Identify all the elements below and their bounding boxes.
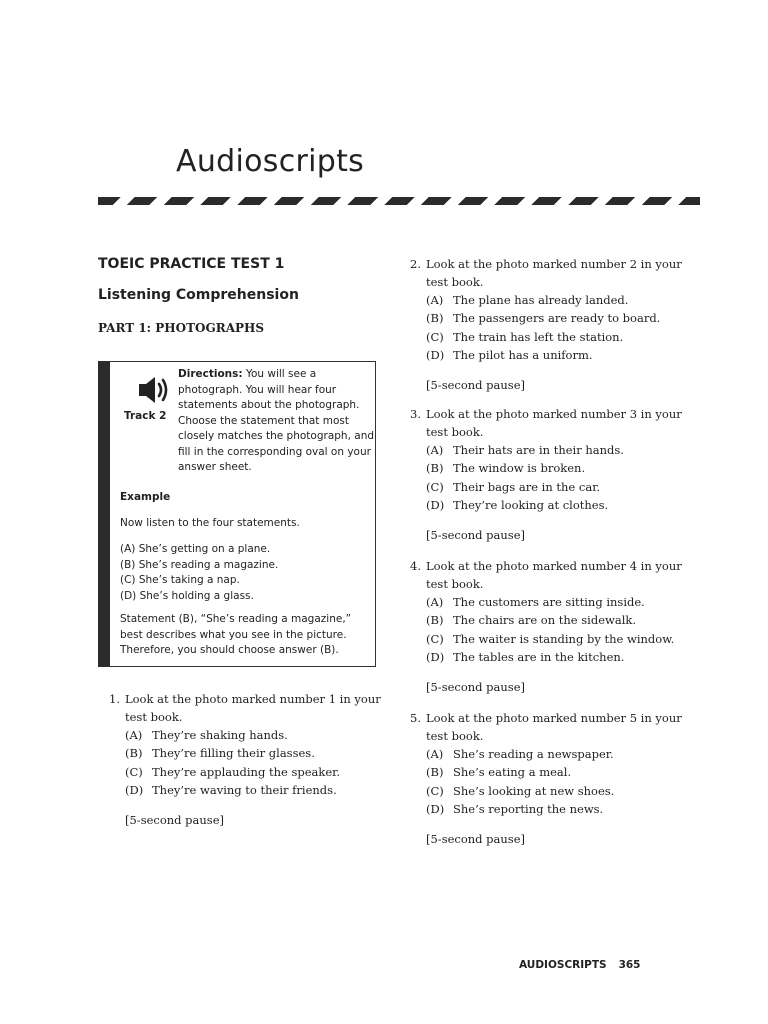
question-4 [410,557,700,696]
question-prompt: Look at the photo marked number 5 in your [426,711,682,725]
option-text: She’s eating a meal. [453,765,572,780]
option-letter: (C) [426,479,444,494]
example-option: (A) She’s getting on a plane. [120,543,271,555]
page-title: Audioscripts [176,144,365,179]
option-letter: (A) [125,728,143,742]
question-number: 5. [410,711,421,725]
section-heading: TOEIC PRACTICE TEST 1 [98,256,285,272]
example-options [120,542,278,604]
option-text: The tables are in the kitchen. [453,649,625,664]
answer-option [109,781,384,799]
option-text: The pilot has a uniform. [453,347,593,362]
subheading: Listening Comprehension [98,287,299,303]
answer-option [410,291,700,309]
example-option: (C) She’s taking a nap. [120,574,240,586]
option-letter: (B) [426,311,444,326]
question-prompt: test book. [125,710,183,724]
option-letter: (D) [426,649,445,664]
speaker-icon [136,372,172,408]
directions-body: You will see a photograph. You will hear four statements about the photograph. Choose the statement that most closely matches the photograph, and fill in the corresponding oval on your answer sheet. [178,368,375,473]
question-1 [109,690,384,829]
option-letter: (A) [426,443,444,457]
option-text: They’re shaking hands. [152,728,288,742]
option-letter: (B) [426,613,444,628]
option-letter: (C) [125,764,143,779]
track-label: Track 2 [124,410,167,422]
option-letter: (A) [426,747,444,761]
answer-option [410,745,700,763]
answer-option [109,744,384,762]
pause-note: [5-second pause] [426,680,526,695]
pause-note: [5-second pause] [426,378,526,393]
option-letter: (A) [426,595,444,609]
directions-box [98,361,376,667]
question-prompt: test book. [426,275,484,289]
option-letter: (C) [426,783,444,798]
answer-option [410,346,700,364]
option-letter: (B) [125,746,143,761]
part-heading: PART 1: PHOTOGRAPHS [98,321,265,335]
option-text: The waiter is standing by the window. [453,631,675,646]
answer-option [410,763,700,781]
question-2 [410,255,700,394]
option-letter: (B) [426,765,444,780]
question-prompt: Look at the photo marked number 2 in your [426,257,682,271]
question-prompt: Look at the photo marked number 3 in your [426,407,682,421]
option-text: The customers are sitting inside. [453,595,645,609]
option-text: She’s reading a newspaper. [453,747,614,761]
answer-option [410,648,700,666]
example-intro: Now listen to the four statements. [120,517,300,529]
question-prompt: Look at the photo marked number 4 in your [426,559,682,573]
answer-option [410,630,700,648]
answer-option [410,496,700,514]
option-letter: (A) [426,293,444,307]
question-5 [410,709,700,848]
page-number: 365 [618,959,641,971]
example-heading: Example [120,491,171,503]
option-letter: (D) [125,782,144,797]
option-text: The train has left the station. [453,329,624,344]
answer-option [410,800,700,818]
option-text: The chairs are on the sidewalk. [453,613,637,628]
answer-option [410,593,700,611]
example-statement: Statement (B), “She’s reading a magazine,” best describes what you see in the picture. Therefore, you should choose answer (B). [120,613,352,656]
answer-option [410,459,700,477]
footer-section-label: AUDIOSCRIPTS [519,959,607,971]
pause-note: [5-second pause] [426,528,526,543]
example-option: (B) She’s reading a magazine. [120,558,279,571]
question-prompt: test book. [426,425,484,439]
directions-text [178,367,374,476]
question-prompt: test book. [426,729,484,743]
answer-option [410,782,700,800]
option-letter: (D) [426,347,445,362]
option-letter: (C) [426,631,444,646]
answer-option [410,441,700,459]
option-letter: (D) [426,801,445,816]
answer-option [109,763,384,781]
option-letter: (B) [426,461,444,476]
question-number: 3. [410,407,421,421]
answer-option [410,611,700,629]
answer-option [410,328,700,346]
answer-option [410,309,700,327]
option-text: She’s looking at new shoes. [453,783,615,798]
pause-note: [5-second pause] [125,813,225,828]
answer-option [410,478,700,496]
option-letter: (C) [426,329,444,344]
directions-label: Directions: [178,368,243,380]
option-text: The passengers are ready to board. [453,311,661,326]
example-option: (D) She’s holding a glass. [120,589,254,602]
question-number: 2. [410,257,421,271]
option-text: They’re looking at clothes. [453,497,609,512]
question-number: 4. [410,559,421,573]
question-prompt: Look at the photo marked number 1 in your [125,692,381,706]
question-number: 1. [109,692,120,706]
option-text: They’re filling their glasses. [152,746,315,761]
question-3 [410,405,700,544]
question-prompt: test book. [426,577,484,591]
option-text: The plane has already landed. [453,293,629,307]
answer-option [109,726,384,744]
option-text: She’s reporting the news. [453,801,604,816]
page-footer [519,959,640,971]
option-text: They’re applauding the speaker. [152,764,341,779]
option-text: The window is broken. [453,461,586,476]
pause-note: [5-second pause] [426,832,526,847]
striped-divider [98,197,700,205]
option-letter: (D) [426,497,445,512]
option-text: Their hats are in their hands. [453,443,624,457]
option-text: Their bags are in the car. [453,479,601,494]
option-text: They’re waving to their friends. [152,782,337,797]
